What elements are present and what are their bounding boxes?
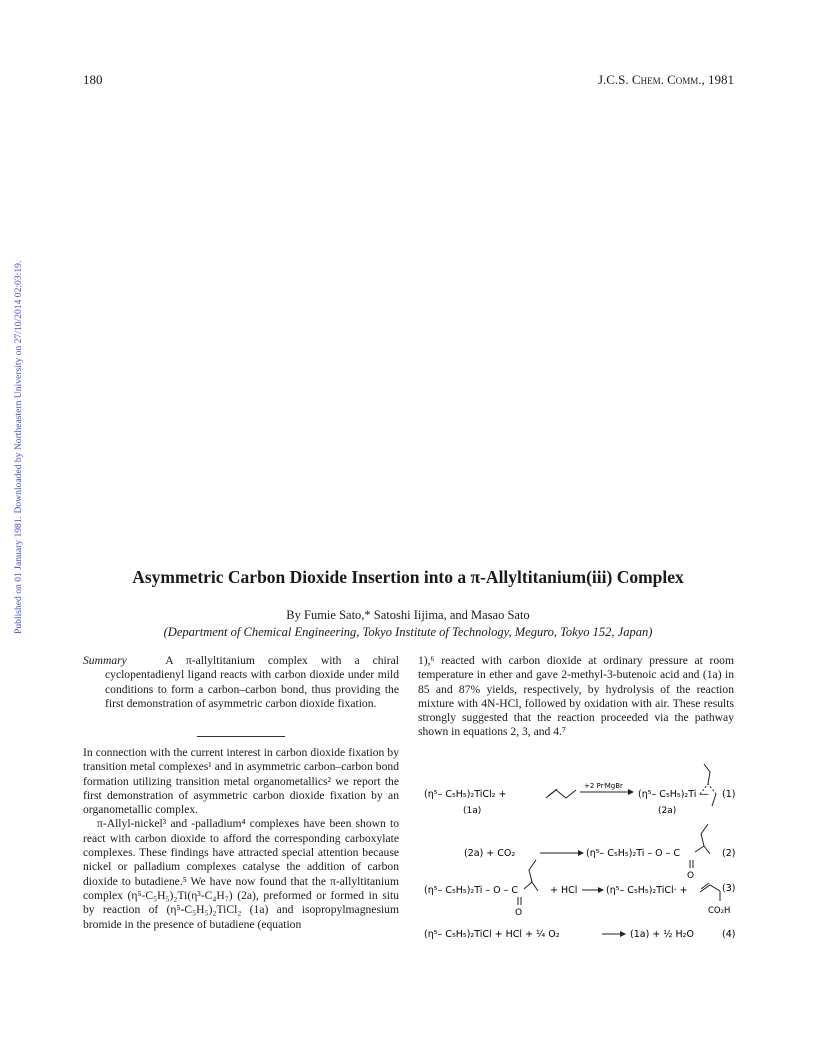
- eq4-reactants: (η⁵– C₅H₅)₂TiCl + HCl + ¼ O₂: [424, 929, 560, 940]
- summary-block: [83, 654, 399, 711]
- eq2-number: (2): [722, 848, 736, 859]
- section-divider: [197, 736, 285, 737]
- eq4-number: (4): [722, 929, 736, 940]
- left-column: [83, 746, 399, 932]
- eq3-middle: + HCl: [550, 885, 578, 896]
- reaction-scheme: [418, 760, 748, 960]
- article-title: Asymmetric Carbon Dioxide Insertion into a π-Allyltitanium(iii) Complex: [132, 567, 684, 587]
- eq2-arrowhead: [578, 850, 584, 856]
- eq4-arrowhead: [620, 931, 626, 937]
- eq3-vinyl: [529, 860, 536, 882]
- eq1-label-2a: (2a): [658, 806, 677, 816]
- eq1-product: (η⁵– C₅H₅)₂Ti —: [638, 789, 709, 800]
- paragraph-3: 1),⁶ reacted with carbon dioxide at ordinary pressure at room temperature in ether and gave 2-methyl-3-butenoic acid and (1a) in 85 and 87% yields, respectively, by hydrolysis of the reaction mixture with 4N-HCl, followed by oxidation with air. These results strongly suggested that the reaction proceeded via the pathway shown in equations 2, 3, and 4.⁷: [418, 654, 734, 739]
- eq2-chain: [695, 846, 710, 854]
- eq3-butenoic: [700, 885, 720, 892]
- paragraph-1: In connection with the current interest in carbon dioxide fixation by transition metal complexes¹ and in asymmetric carbon–carbon bond formation utilizing transition metal organometallics² we report the first demonstration of asymmetric carbon dioxide fixation by an organometallic complex.: [83, 746, 399, 817]
- eq3-reactant: (η⁵– C₅H₅)₂Ti – O – C: [424, 885, 519, 896]
- eq2-oxygen: O: [687, 871, 695, 881]
- eq4-product: (1a) + ½ H₂O: [630, 929, 694, 940]
- allyl-branch: [704, 764, 710, 784]
- eq3-number: (3): [722, 883, 736, 894]
- eq1-label-1a: (1a): [463, 806, 482, 816]
- allyl-tail: [712, 794, 716, 806]
- eq1-reactant: (η⁵– C₅H₅)₂TiCl₂ +: [424, 789, 507, 800]
- eq3-product: (η⁵– C₅H₅)₂TiCl· +: [606, 885, 688, 896]
- summary-text: A π-allyltitanium complex with a chiral cyclopentadienyl ligand reacts with carbon dioxide under mild conditions to form a carbon–carbon bond, thus providing the first demonstration of asymmetric carbon dioxide fixation.: [105, 654, 399, 710]
- paragraph-2: π-Allyl-nickel³ and -palladium⁴ complexes have been shown to react with carbon dioxide to afford the corresponding carboxylate complexes. These findings have attracted special attention because nickel or palladium complexes catalyse the addition of carbon dioxide to butadiene.⁵ We have now found that the π-allyltitanium complex (η⁵-C₅H₅)₂Ti(η³-C₄H₇) (2a), preformed or formed in situ by reaction of (η⁵-C₅H₅)₂TiCl₂ (1a) and isopropylmagnesium bromide in the presence of butadiene (equation: [83, 817, 399, 931]
- download-notice-text: Published on 01 January 1981. Downloaded by Northeastern University on 27/10/2014 02:03:19.: [13, 260, 24, 634]
- eq2-vinyl: [701, 824, 708, 846]
- butadiene-double-bond: [548, 789, 557, 796]
- right-column: [418, 654, 734, 740]
- summary-body: [83, 654, 399, 711]
- eq3-arrowhead: [598, 887, 604, 893]
- eq1-number: (1): [722, 789, 736, 800]
- eq1-reagent: +2 PrⁱMgBr: [584, 782, 623, 790]
- article-affiliation: (Department of Chemical Engineering, Tokyo Institute of Technology, Meguro, Tokyo 152, Japan): [163, 625, 653, 639]
- eq1-arrowhead: [628, 789, 634, 795]
- eq2-reactant: (2a) + CO₂: [464, 848, 516, 859]
- eq3-oxygen: O: [515, 908, 523, 918]
- journal-header: J.C.S. Chem. Comm., 1981: [597, 72, 734, 87]
- eq2-product: (η⁵– C₅H₅)₂Ti – O – C: [586, 848, 681, 859]
- eq3-chain: [524, 882, 538, 891]
- summary-label: Summary: [83, 654, 127, 667]
- eq3-co2h: CO₂H: [708, 906, 731, 916]
- article-authors: By Fumie Sato,* Satoshi Iijima, and Masao Sato: [286, 608, 530, 622]
- page-number: 180: [83, 72, 103, 87]
